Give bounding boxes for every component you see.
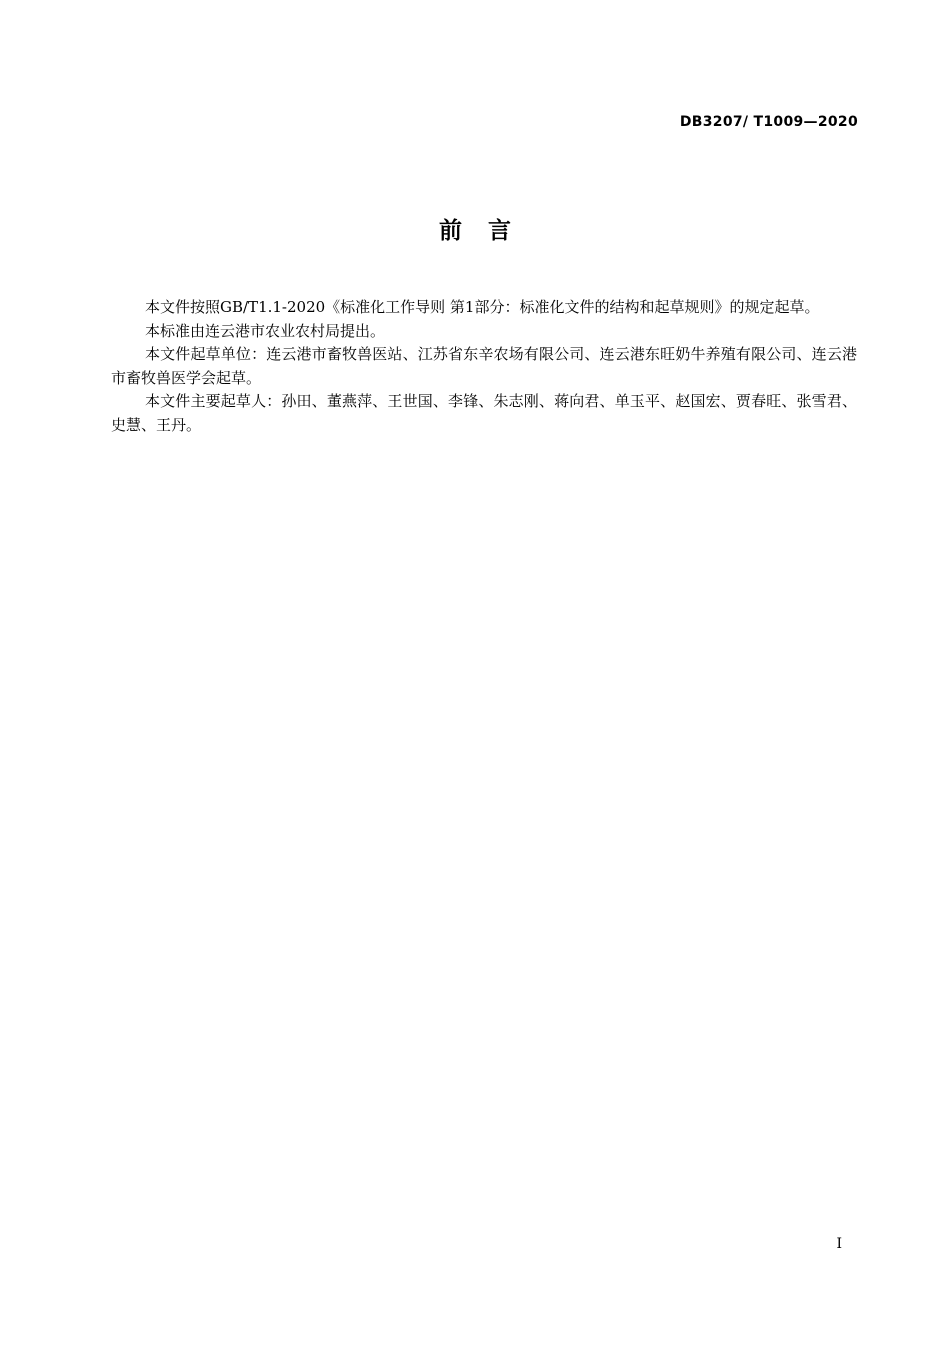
page-title: 前言 [439, 218, 537, 244]
page-number: I [836, 1236, 842, 1252]
paragraph-drafting-basis: 本文件按照GB/T1.1-2020《标准化工作导则 第1部分：标准化文件的结构和起草规则》的规定起草。 [145, 298, 820, 316]
document-code: DB3207/ T1009—2020 [679, 114, 858, 130]
paragraph-proposer: 本标准由连云港市农业农村局提出。 [145, 321, 386, 340]
paragraph-drafting-units: 本文件起草单位：连云港市畜牧兽医站、江苏省东辛农场有限公司、连云港东旺奶牛养殖有限公司、连云港市畜牧兽医学会起草。 [111, 345, 857, 387]
foreword-body [111, 296, 857, 437]
paragraph-drafters: 本文件主要起草人：孙田、董燕萍、王世国、李锋、朱志刚、蒋向君、单玉平、赵国宏、贾春旺、张雪君、史慧、王丹。 [111, 392, 857, 434]
